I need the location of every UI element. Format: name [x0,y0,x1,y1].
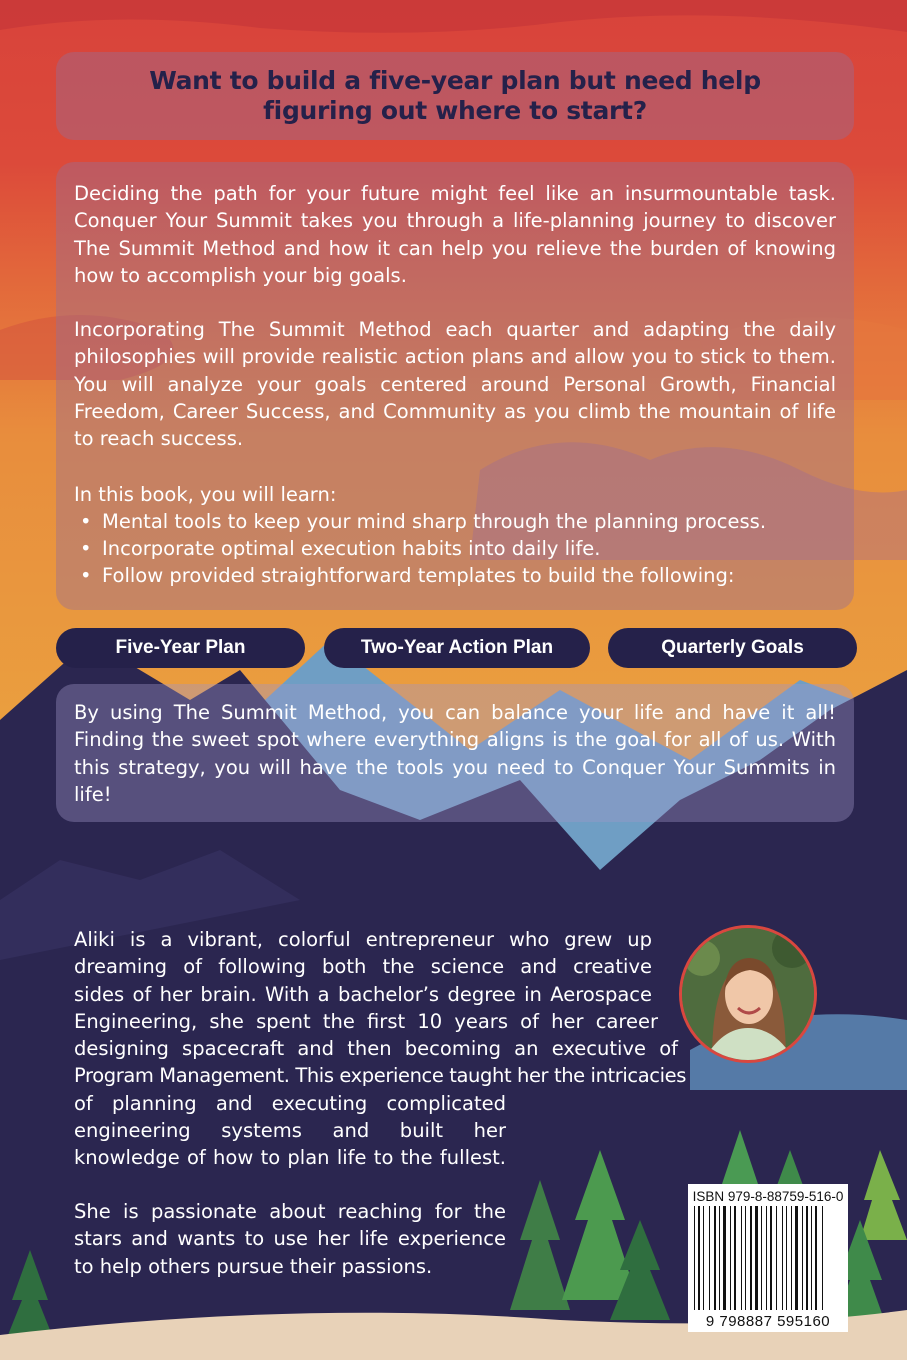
passion-line: She is passionate about reaching for the [74,1200,506,1223]
pill-two-year-action-plan: Two-Year Action Plan [324,628,590,668]
learn-heading: In this book, you will learn: [74,483,337,506]
barcode-bar [770,1206,772,1310]
barcode-bar [734,1206,736,1310]
bio-line: knowledge of how to plan life to the fullest. [74,1146,506,1170]
barcode-bar [802,1206,803,1310]
barcode-bar [811,1206,812,1310]
barcode-bar [750,1206,752,1310]
passion-line: stars and wants to use her life experience [74,1227,506,1251]
barcode-bar [776,1206,777,1310]
barcode-bars [692,1206,844,1310]
barcode-bar [741,1206,742,1310]
barcode-bar [714,1206,716,1310]
intro-paragraph-1: Deciding the path for your future might feel like an insurmountable task. Conquer Your Summit takes you through a life-planning journey to discover The Summit Method and how it can help you relieve the burden of knowing how to accomplish your big goals. [74,182,836,287]
bio-line: designing spacecraft and then becoming an executive of [74,1037,678,1061]
barcode-bar [791,1206,792,1310]
learn-item: • Mental tools to keep your mind sharp through the planning process. [74,508,836,535]
learn-item: • Follow provided straightforward templates to build the following: [74,562,836,589]
author-bio [74,926,718,1172]
bio-line: Engineering, she spent the first 10 years of her career [74,1009,658,1033]
barcode-bar [822,1206,823,1310]
barcode-bar [730,1206,731,1310]
barcode-bar [709,1206,710,1310]
barcode-bar [745,1206,746,1310]
barcode-bar [703,1206,704,1310]
barcode-bar [806,1206,808,1310]
pill-five-year-plan: Five-Year Plan [56,628,305,668]
barcode-bar [719,1206,720,1310]
closing-paragraph: By using The Summit Method, you can balance your life and have it all! Finding the sweet spot where everything aligns is the goal for all of us. With this strategy, you will have the tools you need to Conquer Your Summits in life! [74,701,836,806]
learn-item: • Incorporate optimal execution habits into daily life. [74,535,836,562]
barcode-bar [795,1206,798,1310]
bio-line: of planning and executing complicated [74,1091,506,1115]
barcode-bar [782,1206,783,1310]
headline-line-1: Want to build a five-year plan but need help [149,66,761,95]
bio-line: dreaming of following both the science and creative [74,955,652,979]
passion-line: to help others pursue their passions. [74,1254,433,1278]
barcode-bar [698,1206,700,1310]
barcode-bar [815,1206,817,1310]
barcode-digits: 9 798887 595160 [705,1313,831,1330]
pill-quarterly-goals: Quarterly Goals [608,628,857,668]
headline [56,52,854,140]
barcode-bar [786,1206,787,1310]
author-photo [679,925,817,1063]
intro-paragraph-2: Incorporating The Summit Method each quarter and adapting the daily philosophies will provide realistic action plans and allow you to stick to them. You will analyze your goals centered around Personal Growth, Financial Freedom, Career Success, and Community as you climb the mountain of life to reach success. [74,318,836,451]
barcode-bar [761,1206,762,1310]
bio-line: engineering systems and built her [74,1119,506,1143]
barcode [688,1184,848,1332]
learn-list [74,508,836,589]
author-portrait-icon [682,928,814,1060]
barcode-bar [723,1206,726,1310]
bio-line: Program Management. This experience taught her the intricacies [74,1064,686,1088]
bio-line: sides of her brain. With a bachelor’s degree in Aerospace [74,982,652,1006]
learn-section [74,481,836,589]
author-passion [74,1198,506,1280]
headline-line-2: figuring out where to start? [263,96,647,125]
isbn-text: ISBN 979-8-88759-516-0 [692,1189,844,1204]
barcode-bar [766,1206,767,1310]
barcode-bar [755,1206,758,1310]
bio-line: Aliki is a vibrant, colorful entrepreneur who grew up [74,928,652,951]
barcode-bar [694,1206,695,1310]
